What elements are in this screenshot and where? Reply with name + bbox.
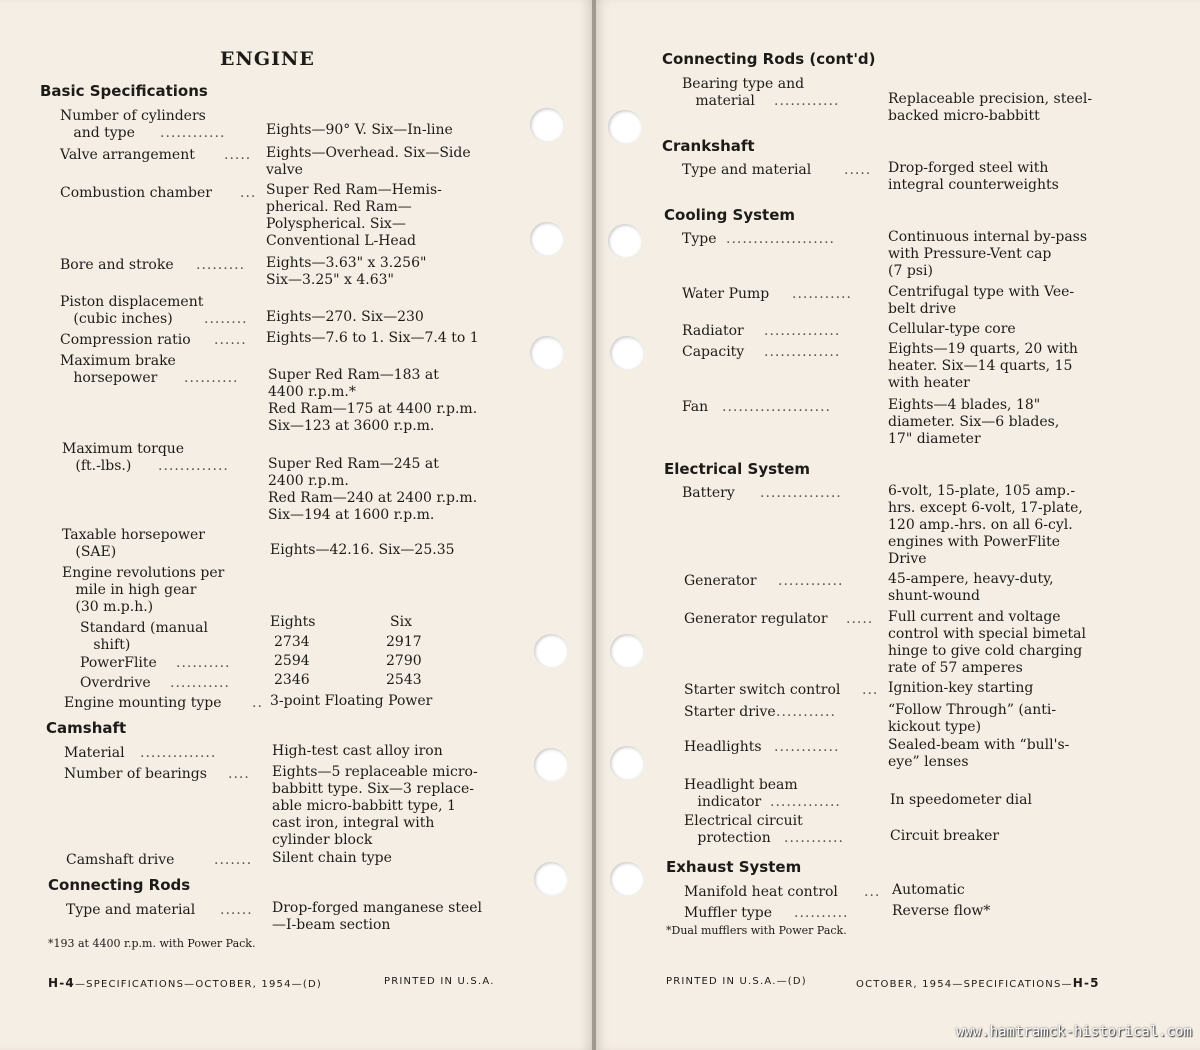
spec-label: Radiator [682, 323, 744, 339]
spec-label: Muffler type [684, 905, 772, 921]
spec-value: Super Red Ram—Hemis- pherical. Red Ram— Polyspherical. Six— Conventional L-Head [266, 182, 442, 249]
spec-value: Eights—5 replaceable micro- babbitt type. Six—3 replace- able micro-babbitt type, 1 cast iron, integral with cylinder block [272, 764, 478, 848]
spec-value: Centrifugal type with Vee- belt drive [888, 284, 1075, 317]
spec-label: Capacity [682, 344, 745, 360]
spec-label: Maximum torque (ft.-lbs.) [62, 441, 185, 474]
leader-dots: ...... [214, 332, 247, 348]
revs-six-value: 2543 [386, 672, 422, 688]
spec-value: Reverse flow* [892, 903, 991, 919]
spec-value: 6-volt, 15-plate, 105 amp.- hrs. except 6-volt, 17-plate, 120 amp.-hrs. on all 6-cyl. engines with PowerFlite Drive [888, 483, 1083, 567]
spec-label: Electrical circuit protection [684, 813, 803, 846]
spec-label: Generator [684, 573, 757, 589]
spec-label: Starter switch control [684, 682, 841, 698]
spec-value: Eights—4 blades, 18" diameter. Six—6 blades, 17" diameter [888, 397, 1060, 447]
binder-hole [534, 862, 568, 896]
spec-label: Water Pump [682, 286, 770, 302]
leader-dots: ....... [214, 852, 253, 868]
leader-dots: ... [864, 884, 881, 900]
leader-dots: .............. [764, 344, 841, 360]
leader-dots: .......... [794, 905, 849, 921]
leader-dots: ............ [778, 573, 844, 589]
binder-hole [610, 336, 644, 370]
section-heading-crankshaft: Crankshaft [662, 137, 755, 155]
spec-value: Super Red Ram—245 at 2400 r.p.m. Red Ram—240 at 2400 r.p.m. Six—194 at 1600 r.p.m. [268, 456, 478, 523]
binder-hole [608, 224, 642, 258]
spec-value: 3-point Floating Power [270, 693, 433, 709]
spec-value: Continuous internal by-pass with Pressure-Vent cap (7 psi) [888, 229, 1088, 279]
spec-value: Eights—Overhead. Six—Side valve [266, 145, 471, 178]
spec-label: Material [64, 745, 125, 761]
section-heading-camshaft: Camshaft [46, 719, 127, 737]
footnote: *193 at 4400 r.p.m. with Power Pack. [48, 937, 256, 950]
spec-label: Taxable horsepower (SAE) [62, 527, 205, 560]
binder-hole [608, 110, 642, 144]
spec-value: Circuit breaker [890, 828, 1000, 844]
revs-eights-value: 2346 [274, 672, 310, 688]
page-number: H-5 [1072, 976, 1100, 990]
spec-label: Generator regulator [684, 611, 828, 627]
leader-dots: ......... [196, 257, 246, 273]
spec-value: High-test cast alloy iron [272, 743, 443, 759]
spec-label: Type and material [682, 162, 812, 178]
leader-dots: ........ [204, 311, 248, 327]
spec-value: 45-ampere, heavy-duty, shunt-wound [888, 571, 1054, 604]
spec-value: “Follow Through” (anti- kickout type) [888, 702, 1057, 735]
spec-label: Bearing type and material [682, 76, 805, 109]
spec-label: Type [682, 231, 717, 247]
binder-hole [530, 336, 564, 370]
leader-dots: .................... [722, 399, 832, 415]
leader-dots: ............. [158, 458, 229, 474]
spec-label: Starter drive [684, 704, 776, 720]
spec-value: Eights—7.6 to 1. Six—7.4 to 1 [266, 330, 479, 346]
leader-dots: ........... [784, 830, 844, 846]
footer-text: OCTOBER, 1954—SPECIFICATIONS— [856, 979, 1073, 990]
revs-row-label: Standard (manual shift) [80, 620, 208, 653]
spec-label: Compression ratio [60, 332, 191, 348]
footnote: *Dual mufflers with Power Pack. [666, 924, 847, 937]
leader-dots: .............. [140, 745, 217, 761]
leader-dots: ...... [220, 902, 253, 918]
leader-dots: .. [252, 695, 263, 711]
leader-dots: ..... [224, 147, 252, 163]
spec-value: Eights—42.16. Six—25.35 [270, 542, 455, 558]
spec-value: Automatic [892, 882, 965, 898]
spec-label: Fan [682, 399, 709, 415]
spec-label: Manifold heat control [684, 884, 838, 900]
spec-value: Sealed-beam with “bull's- eye” lenses [888, 737, 1070, 770]
spec-value: Eights—3.63" x 3.256" Six—3.25" x 4.63" [266, 255, 427, 288]
page-footer-left [48, 976, 322, 990]
spec-label: Headlights [684, 739, 762, 755]
section-heading-exhaust: Exhaust System [666, 858, 802, 876]
page-number: H-4 [48, 976, 75, 990]
spec-label: Battery [682, 485, 735, 501]
revs-row-label: Overdrive [80, 675, 151, 691]
section-heading-connecting-rods: Connecting Rods [48, 876, 191, 894]
revs-eights-value: 2594 [274, 653, 310, 669]
spec-value: Cellular-type core [888, 321, 1016, 337]
binder-hole [534, 748, 568, 782]
spec-label: Bore and stroke [60, 257, 174, 273]
revs-col-six: Six [390, 614, 412, 630]
spec-value: Eights—19 quarts, 20 with heater. Six—14 quarts, 15 with heater [888, 341, 1078, 391]
page-footer-right [856, 976, 1100, 990]
leader-dots: .......... [184, 370, 239, 386]
leader-dots: ............... [760, 485, 842, 501]
leader-dots: ... [240, 185, 257, 201]
section-heading-basic: Basic Specifications [40, 82, 208, 100]
section-heading-electrical: Electrical System [664, 460, 811, 478]
spec-value: Drop-forged steel with integral counterweights [888, 160, 1059, 193]
revs-six-value: 2917 [386, 634, 422, 650]
spec-label: Type and material [66, 902, 196, 918]
spec-label: Piston displacement (cubic inches) [60, 294, 204, 327]
spec-label: Headlight beam indicator [684, 777, 798, 810]
spec-value: Eights—270. Six—230 [266, 309, 424, 325]
spec-value: Drop-forged manganese steel —I-beam section [272, 900, 483, 933]
binder-hole [530, 222, 564, 256]
leader-dots: ........... [792, 286, 852, 302]
binder-hole [610, 634, 644, 668]
spec-label: Number of bearings [64, 766, 207, 782]
watermark: www.hamtramck-historical.com [955, 1024, 1192, 1040]
leader-dots: ............ [774, 93, 840, 109]
binder-hole [534, 634, 568, 668]
revs-col-eights: Eights [270, 614, 316, 630]
spec-value: Silent chain type [272, 850, 392, 866]
revs-row-label: PowerFlite [80, 655, 157, 671]
leader-dots: .......... [176, 655, 231, 671]
leader-dots: .............. [764, 323, 841, 339]
section-heading-connecting-rods-cont: Connecting Rods (cont'd) [662, 50, 876, 68]
footer-printed: PRINTED IN U.S.A.—(D) [666, 976, 807, 987]
leader-dots: .... [228, 766, 250, 782]
footer-text: —SPECIFICATIONS—OCTOBER, 1954—(D) [74, 979, 322, 990]
leader-dots: ... [862, 682, 879, 698]
spec-label: Maximum brake horsepower [60, 353, 176, 386]
leader-dots: ............ [774, 739, 840, 755]
spec-value: Ignition-key starting [888, 680, 1034, 696]
revs-eights-value: 2734 [274, 634, 310, 650]
spec-value: In speedometer dial [890, 792, 1032, 808]
section-heading-cooling: Cooling System [664, 206, 796, 224]
spec-label: Number of cylinders and type [60, 108, 206, 141]
revs-label: Engine revolutions per mile in high gear (30 m.p.h.) [62, 565, 225, 615]
binder-hole [610, 862, 644, 896]
spec-label: Valve arrangement [60, 147, 195, 163]
spec-value: Super Red Ram—183 at 4400 r.p.m.* Red Ram—175 at 4400 r.p.m. Six—123 at 3600 r.p.m. [268, 367, 478, 434]
footer-printed: PRINTED IN U.S.A. [384, 976, 495, 987]
revs-six-value: 2790 [386, 653, 422, 669]
page-title: ENGINE [220, 48, 315, 70]
spec-label: Camshaft drive [66, 852, 175, 868]
spec-value: Full current and voltage control with special bimetal hinge to give cold charging rate of 57 amperes [888, 609, 1086, 676]
binder-hole [530, 108, 564, 142]
leader-dots: ..... [844, 162, 872, 178]
spec-label: Combustion chamber [60, 185, 212, 201]
spec-label: Engine mounting type [64, 695, 222, 711]
leader-dots: ........... [170, 675, 230, 691]
binder-hole [610, 746, 644, 780]
leader-dots: ............. [770, 794, 841, 810]
leader-dots: ............ [160, 125, 226, 141]
spec-value: Replaceable precision, steel- backed micro-babbitt [888, 91, 1093, 124]
leader-dots: ........... [776, 704, 836, 720]
spec-value: Eights—90° V. Six—In-line [266, 122, 453, 138]
leader-dots: ..... [846, 611, 874, 627]
leader-dots: .................... [726, 231, 836, 247]
